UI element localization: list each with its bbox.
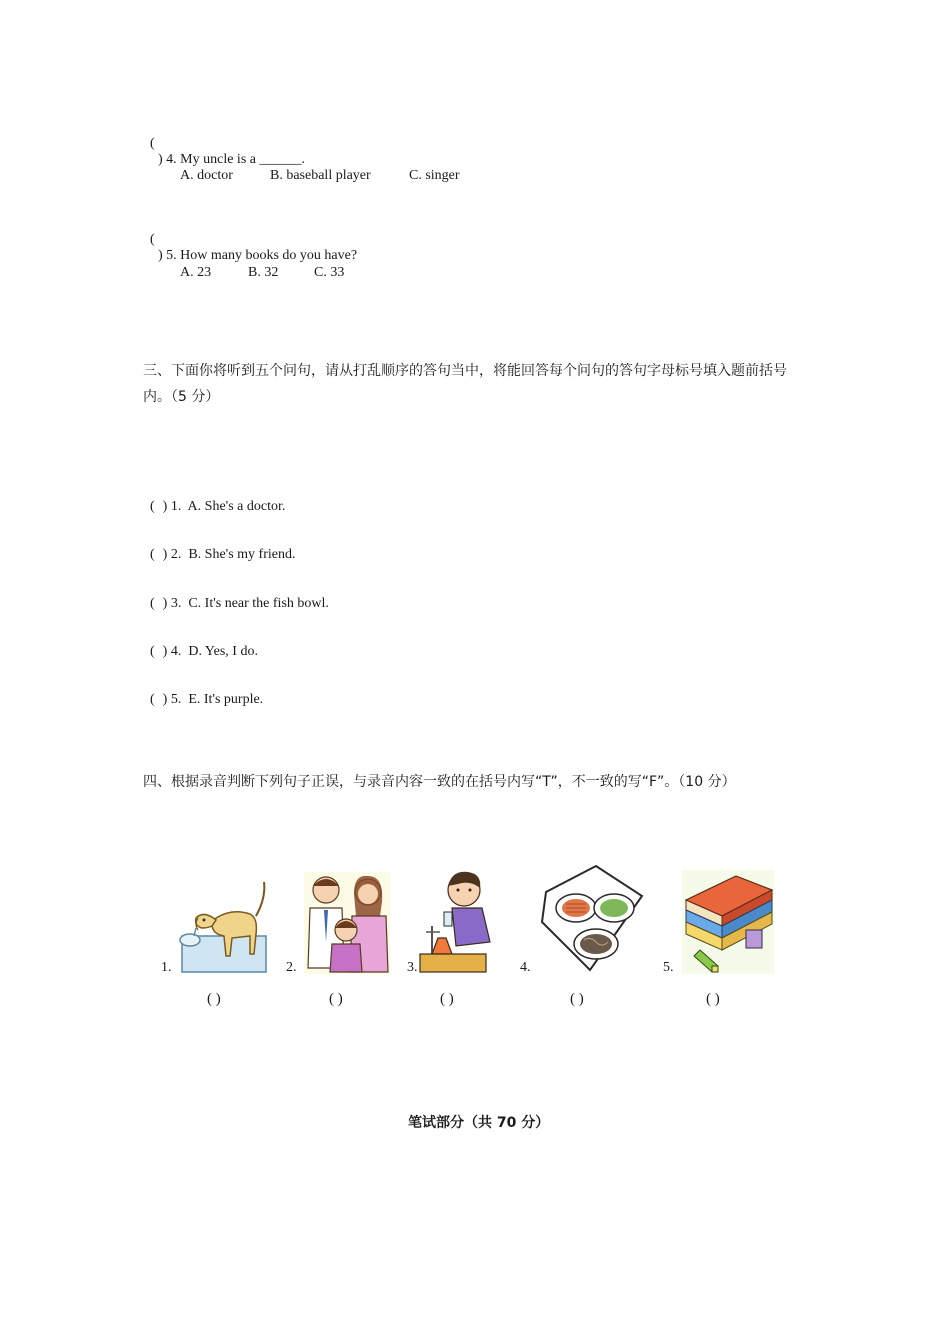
answer-bracket-open[interactable]: (: [150, 547, 155, 562]
part4-heading: 四、根据录音判断下列句子正误，与录音内容一致的在括号内写“T”，不一致的写“F”。（10 分）: [143, 774, 736, 790]
family-icon: [304, 872, 390, 974]
q4-option-c: C. singer: [409, 168, 460, 183]
answer-bracket-open[interactable]: (: [150, 596, 155, 611]
question-5: [143, 216, 357, 264]
food-tray-icon: [538, 862, 646, 974]
q4-option-b: B. baseball player: [270, 168, 371, 183]
answer-box-3[interactable]: ( ): [440, 991, 454, 1007]
part3-heading-line2: 内。（5 分）: [143, 389, 220, 405]
q5-option-b: B. 32: [248, 265, 279, 280]
books-icon: [682, 870, 774, 974]
answer-box-1[interactable]: ( ): [207, 991, 221, 1007]
answer-bracket-open[interactable]: (: [150, 692, 155, 707]
answer-box-5[interactable]: ( ): [706, 991, 720, 1007]
question-text: ) 4. My uncle is a ______.: [158, 152, 305, 167]
written-section-title: 笔试部分（共 70 分）: [408, 1115, 550, 1131]
dog-drinking-icon: [172, 878, 270, 974]
part3-item-2: ( ) 2. B. She's my friend.: [150, 547, 296, 562]
picture-number-4: 4.: [520, 960, 531, 975]
q5-option-c: C. 33: [314, 265, 345, 280]
answer-box-4[interactable]: ( ): [570, 991, 584, 1007]
part3-heading-line1: 三、下面你将听到五个问句，请从打乱顺序的答句当中，将能回答每个问句的答句字母标号填入题前括号: [143, 363, 787, 379]
picture-number-3: 3.: [407, 960, 418, 975]
answer-bracket-open[interactable]: (: [150, 136, 155, 151]
q5-option-a: A. 23: [180, 265, 212, 280]
part3-item-3: ( ) 3. C. It's near the fish bowl.: [150, 596, 329, 611]
question-4: [143, 120, 305, 168]
picture-number-2: 2.: [286, 960, 297, 975]
answer-bracket-open[interactable]: (: [150, 232, 155, 247]
answer-box-2[interactable]: ( ): [329, 991, 343, 1007]
part3-item-5: ( ) 5. E. It's purple.: [150, 692, 264, 707]
q4-option-a: A. doctor: [180, 168, 233, 183]
picture-number-1: 1.: [161, 960, 172, 975]
answer-bracket-open[interactable]: (: [150, 644, 155, 659]
boy-experiment-icon: [418, 868, 496, 974]
part3-item-4: ( ) 4. D. Yes, I do.: [150, 644, 258, 659]
picture-number-5: 5.: [663, 960, 674, 975]
part3-item-1: ( ) 1. A. She's a doctor.: [150, 499, 286, 514]
answer-bracket-open[interactable]: (: [150, 499, 155, 514]
question-text: ) 5. How many books do you have?: [158, 248, 358, 263]
